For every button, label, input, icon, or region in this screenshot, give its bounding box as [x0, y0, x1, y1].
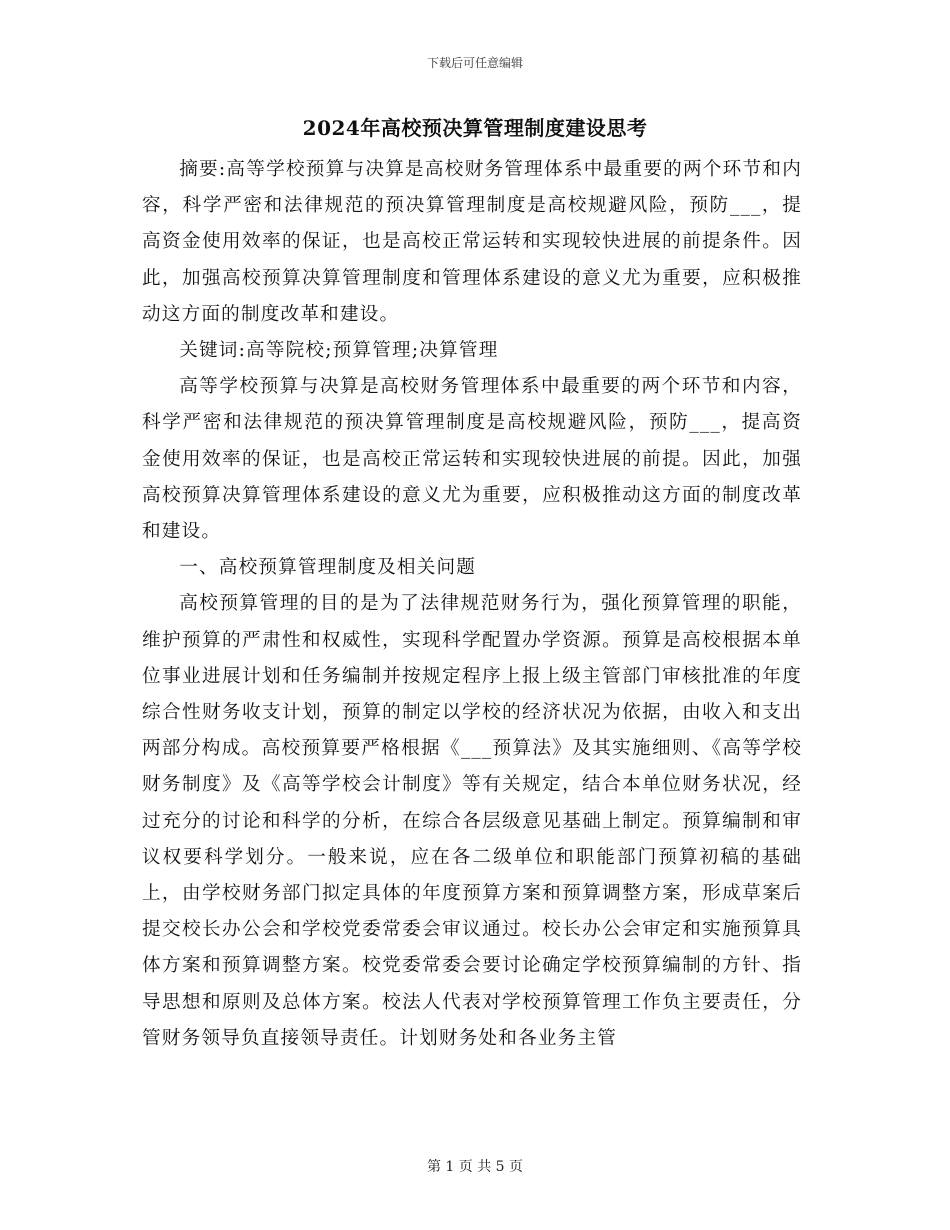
- keywords-paragraph: 关键词:高等院校;预算管理;决算管理: [179, 340, 499, 362]
- document-body: [142, 152, 802, 1057]
- intro-paragraph: 高等学校预算与决算是高校财务管理体系中最重要的两个环节和内容，科学严密和法律规范的预决算管理制度是高校规避风险，预防___，提高资金使用效率的保证，也是高校正常运转和实现较快进展的前提。因此，加强高校预算决算管理体系建设的意义尤为重要，应积极推动这方面的制度改革和建设。: [142, 376, 802, 543]
- page-number: 第 1 页 共 5 页: [426, 1159, 524, 1175]
- section-body-paragraph: 高校预算管理的目的是为了法律规范财务行为，强化预算管理的职能，维护预算的严肃性和权威性，实现科学配置办学资源。预算是高校根据本单位事业进展计划和任务编制并按规定程序上报上级主管部门审核批准的年度综合性财务收支计划，预算的制定以学校的经济状况为依据，由收入和支出两部分构成。高校预算要严格根据《___预算法》及其实施细则、《高等学校财务制度》及《高等学校会计制度》等有关规定，结合本单位财务状况，经过充分的讨论和科学的分析，在综合各层级意见基础上制定。预算编制和审议权要科学划分。一般来说，应在各二级单位和职能部门预算初稿的基础上，由学校财务部门拟定具体的年度预算方案和预算调整方案，形成草案后提交校长办公会和学校党委常委会审议通过。校长办公会审定和实施预算具体方案和预算调整方案。校党委常委会要讨论确定学校预算编制的方针、指导思想和原则及总体方案。校法人代表对学校预算管理工作负主要责任，分管财务领导负直接领导责任。计划财务处和各业务主管: [142, 593, 802, 1049]
- section-heading: 一、高校预算管理制度及相关问题: [179, 557, 477, 579]
- document-title: 2024年高校预决算管理制度建设思考: [302, 116, 648, 140]
- abstract-paragraph: 摘要:高等学校预算与决算是高校财务管理体系中最重要的两个环节和内容，科学严密和法律规范的预决算管理制度是高校规避风险，预防___，提高资金使用效率的保证，也是高校正常运转和实现较快进展的前提条件。因此，加强高校预算决算管理制度和管理体系建设的意义尤为重要，应积极推动这方面的制度改革和建设。: [142, 159, 802, 325]
- page-header-note: 下载后可任意编辑: [426, 56, 523, 70]
